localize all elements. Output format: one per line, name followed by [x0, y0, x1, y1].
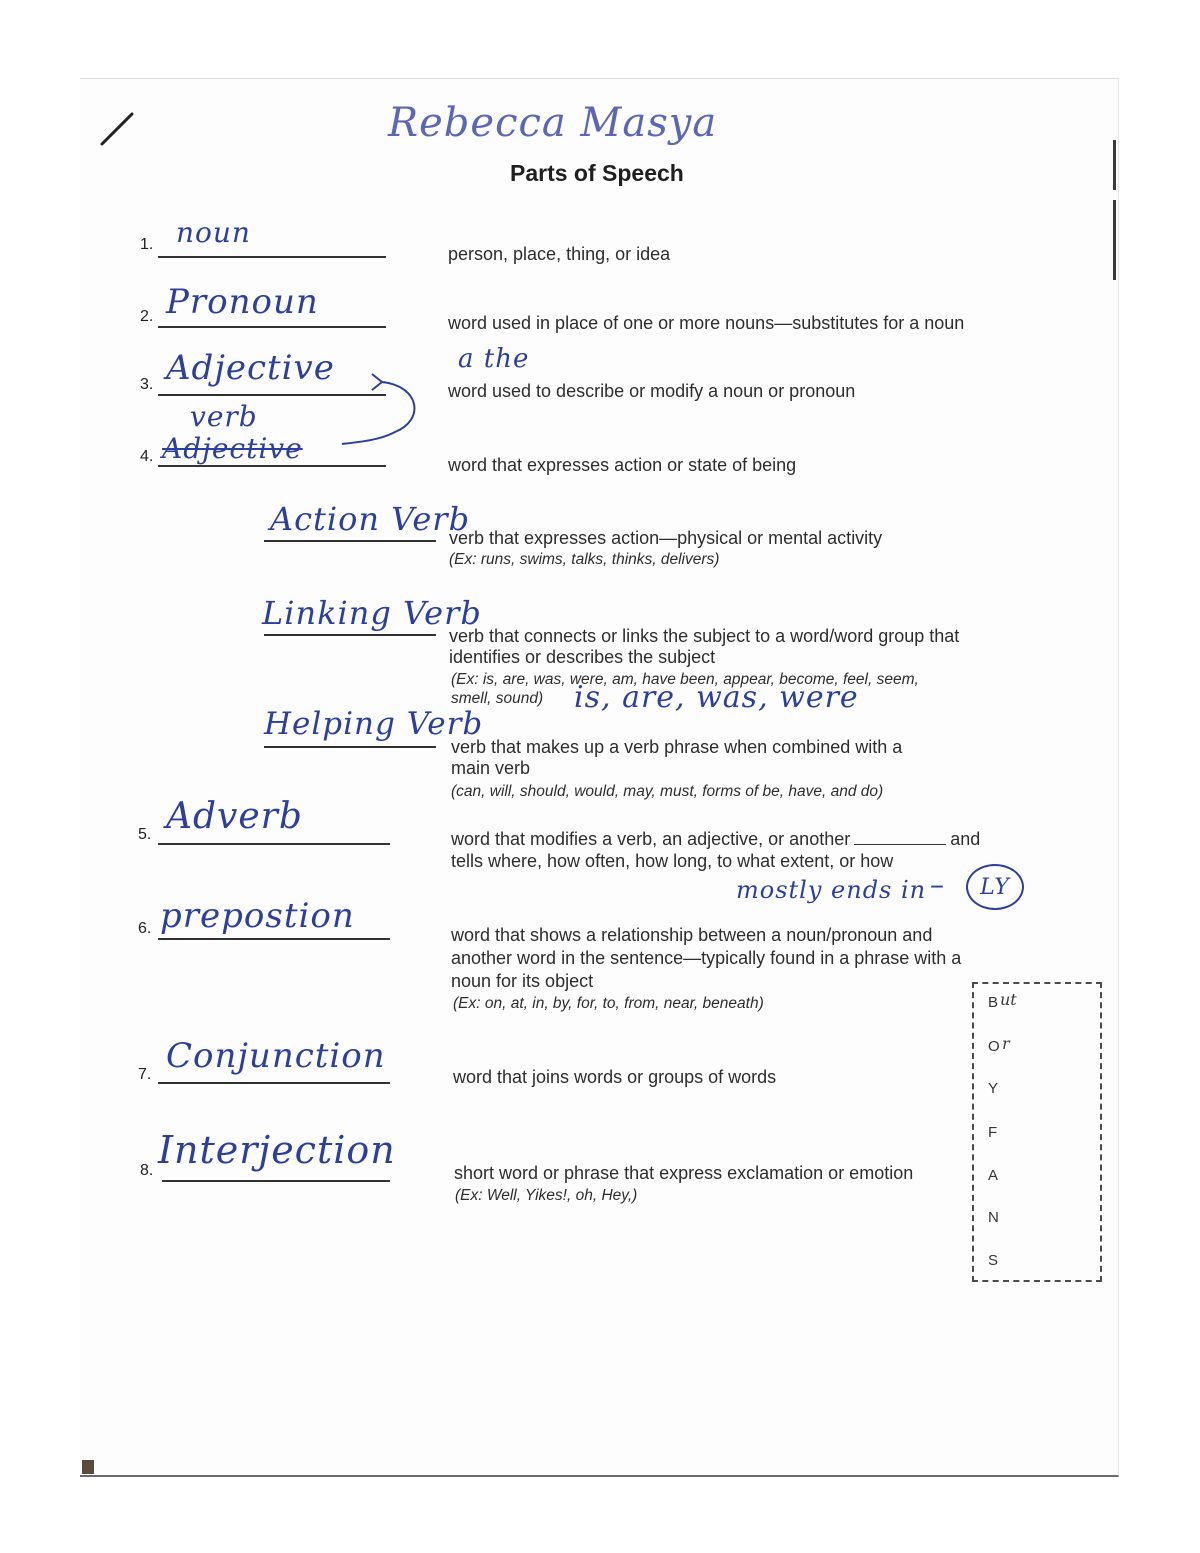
- example: (Ex: runs, swims, talks, thinks, delivers): [449, 551, 720, 568]
- definition-part: and: [950, 829, 981, 849]
- fanboys-letter: F: [988, 1124, 998, 1141]
- answer-line: [158, 843, 390, 845]
- answer-adverb: Adverb: [166, 796, 303, 837]
- circled-text: LY: [980, 874, 1010, 900]
- definition: verb that connects or links the subject to a word/word group that: [449, 626, 960, 646]
- definition: main verb: [451, 758, 531, 778]
- fanboys-letter: A: [988, 1167, 999, 1184]
- item-number: 4.: [140, 448, 154, 465]
- definition: identifies or describes the subject: [449, 647, 716, 667]
- item-number: 7.: [138, 1066, 152, 1083]
- definition: short word or phrase that express exclamation or emotion: [454, 1163, 914, 1183]
- circled-note: [966, 864, 1024, 910]
- answer-pronoun: Pronoun: [166, 282, 319, 322]
- fill-blank: [854, 830, 946, 845]
- scan-edge-mark: [1113, 200, 1116, 280]
- item-number: 5.: [138, 826, 152, 843]
- fanboys-handwriting: ut: [1000, 990, 1017, 1009]
- answer-line: [158, 326, 386, 328]
- example: (Ex: is, are, was, were, am, have been, appear, become, feel, seem,: [451, 671, 919, 688]
- fanboys-handwriting: r: [1002, 1034, 1010, 1053]
- item-number: 1.: [140, 236, 154, 253]
- handwritten-note: mostly ends in: [736, 876, 927, 904]
- handwritten-note: is, are, was, were: [574, 680, 859, 715]
- answer-adjective: Adjective: [166, 348, 335, 388]
- definition: tells where, how often, how long, to what extent, or how: [451, 851, 894, 871]
- answer-line: [264, 634, 436, 636]
- answer-line: [264, 540, 436, 542]
- answer-line: [158, 256, 386, 258]
- fanboys-letter: O: [988, 1038, 1000, 1055]
- definition: noun for its object: [451, 971, 594, 991]
- definition: person, place, thing, or idea: [448, 244, 671, 264]
- answer-line: [158, 938, 390, 940]
- fanboys-letter: S: [988, 1252, 999, 1269]
- scan-edge-mark: [82, 1460, 94, 1474]
- definition: another word in the sentence—typically found in a phrase with a: [451, 948, 962, 968]
- fanboys-letter: Y: [988, 1080, 999, 1097]
- item-number: 3.: [140, 376, 154, 393]
- answer-line: [162, 1180, 390, 1182]
- answer-helping-verb: Helping Verb: [264, 706, 484, 742]
- definition: word that shows a relationship between a noun/pronoun and: [451, 925, 933, 945]
- definition: word that joins words or groups of words: [453, 1067, 777, 1087]
- definition: word used to describe or modify a noun or pronoun: [448, 381, 856, 401]
- definition: verb that makes up a verb phrase when combined with a: [451, 737, 903, 757]
- example: (can, will, should, would, may, must, forms of be, have, and do): [451, 783, 884, 800]
- answer-noun: noun: [176, 216, 251, 249]
- example: smell, sound): [451, 690, 544, 707]
- item-number: 8.: [140, 1162, 154, 1179]
- arrow-annotation: [300, 360, 430, 460]
- example: (Ex: on, at, in, by, for, to, from, near, beneath): [453, 995, 764, 1012]
- answer-interjection: Interjection: [158, 1128, 396, 1172]
- scan-edge-mark: [1113, 140, 1116, 190]
- fanboys-letter: B: [988, 994, 999, 1011]
- answer-line: [158, 1082, 390, 1084]
- student-name: Rebecca Masya: [388, 100, 718, 146]
- example: (Ex: Well, Yikes!, oh, Hey,): [455, 1187, 638, 1204]
- item-number: 2.: [140, 308, 154, 325]
- definition: verb that expresses action—physical or mental activity: [449, 528, 883, 548]
- answer-line: [158, 465, 386, 467]
- answer-line: [264, 746, 436, 748]
- answer-linking-verb: Linking Verb: [262, 594, 482, 632]
- item-number: 6.: [138, 920, 152, 937]
- handwritten-dash: –: [930, 868, 945, 901]
- handwritten-note: a the: [458, 344, 530, 374]
- answer-action-verb: Action Verb: [270, 500, 471, 538]
- fanboys-letter: N: [988, 1209, 999, 1226]
- page-title: Parts of Speech: [510, 160, 684, 186]
- answer-verb: verb: [190, 400, 258, 433]
- definition-part: word that modifies a verb, an adjective, or another: [451, 829, 851, 849]
- struck-answer: Adjective: [162, 432, 303, 465]
- pen-stroke-mark: [98, 108, 138, 148]
- definition: [451, 828, 980, 850]
- definition: word used in place of one or more nouns—substitutes for a noun: [448, 313, 965, 333]
- definition: word that expresses action or state of being: [448, 455, 797, 475]
- answer-preposition: prepostion: [160, 896, 355, 936]
- answer-conjunction: Conjunction: [166, 1036, 386, 1076]
